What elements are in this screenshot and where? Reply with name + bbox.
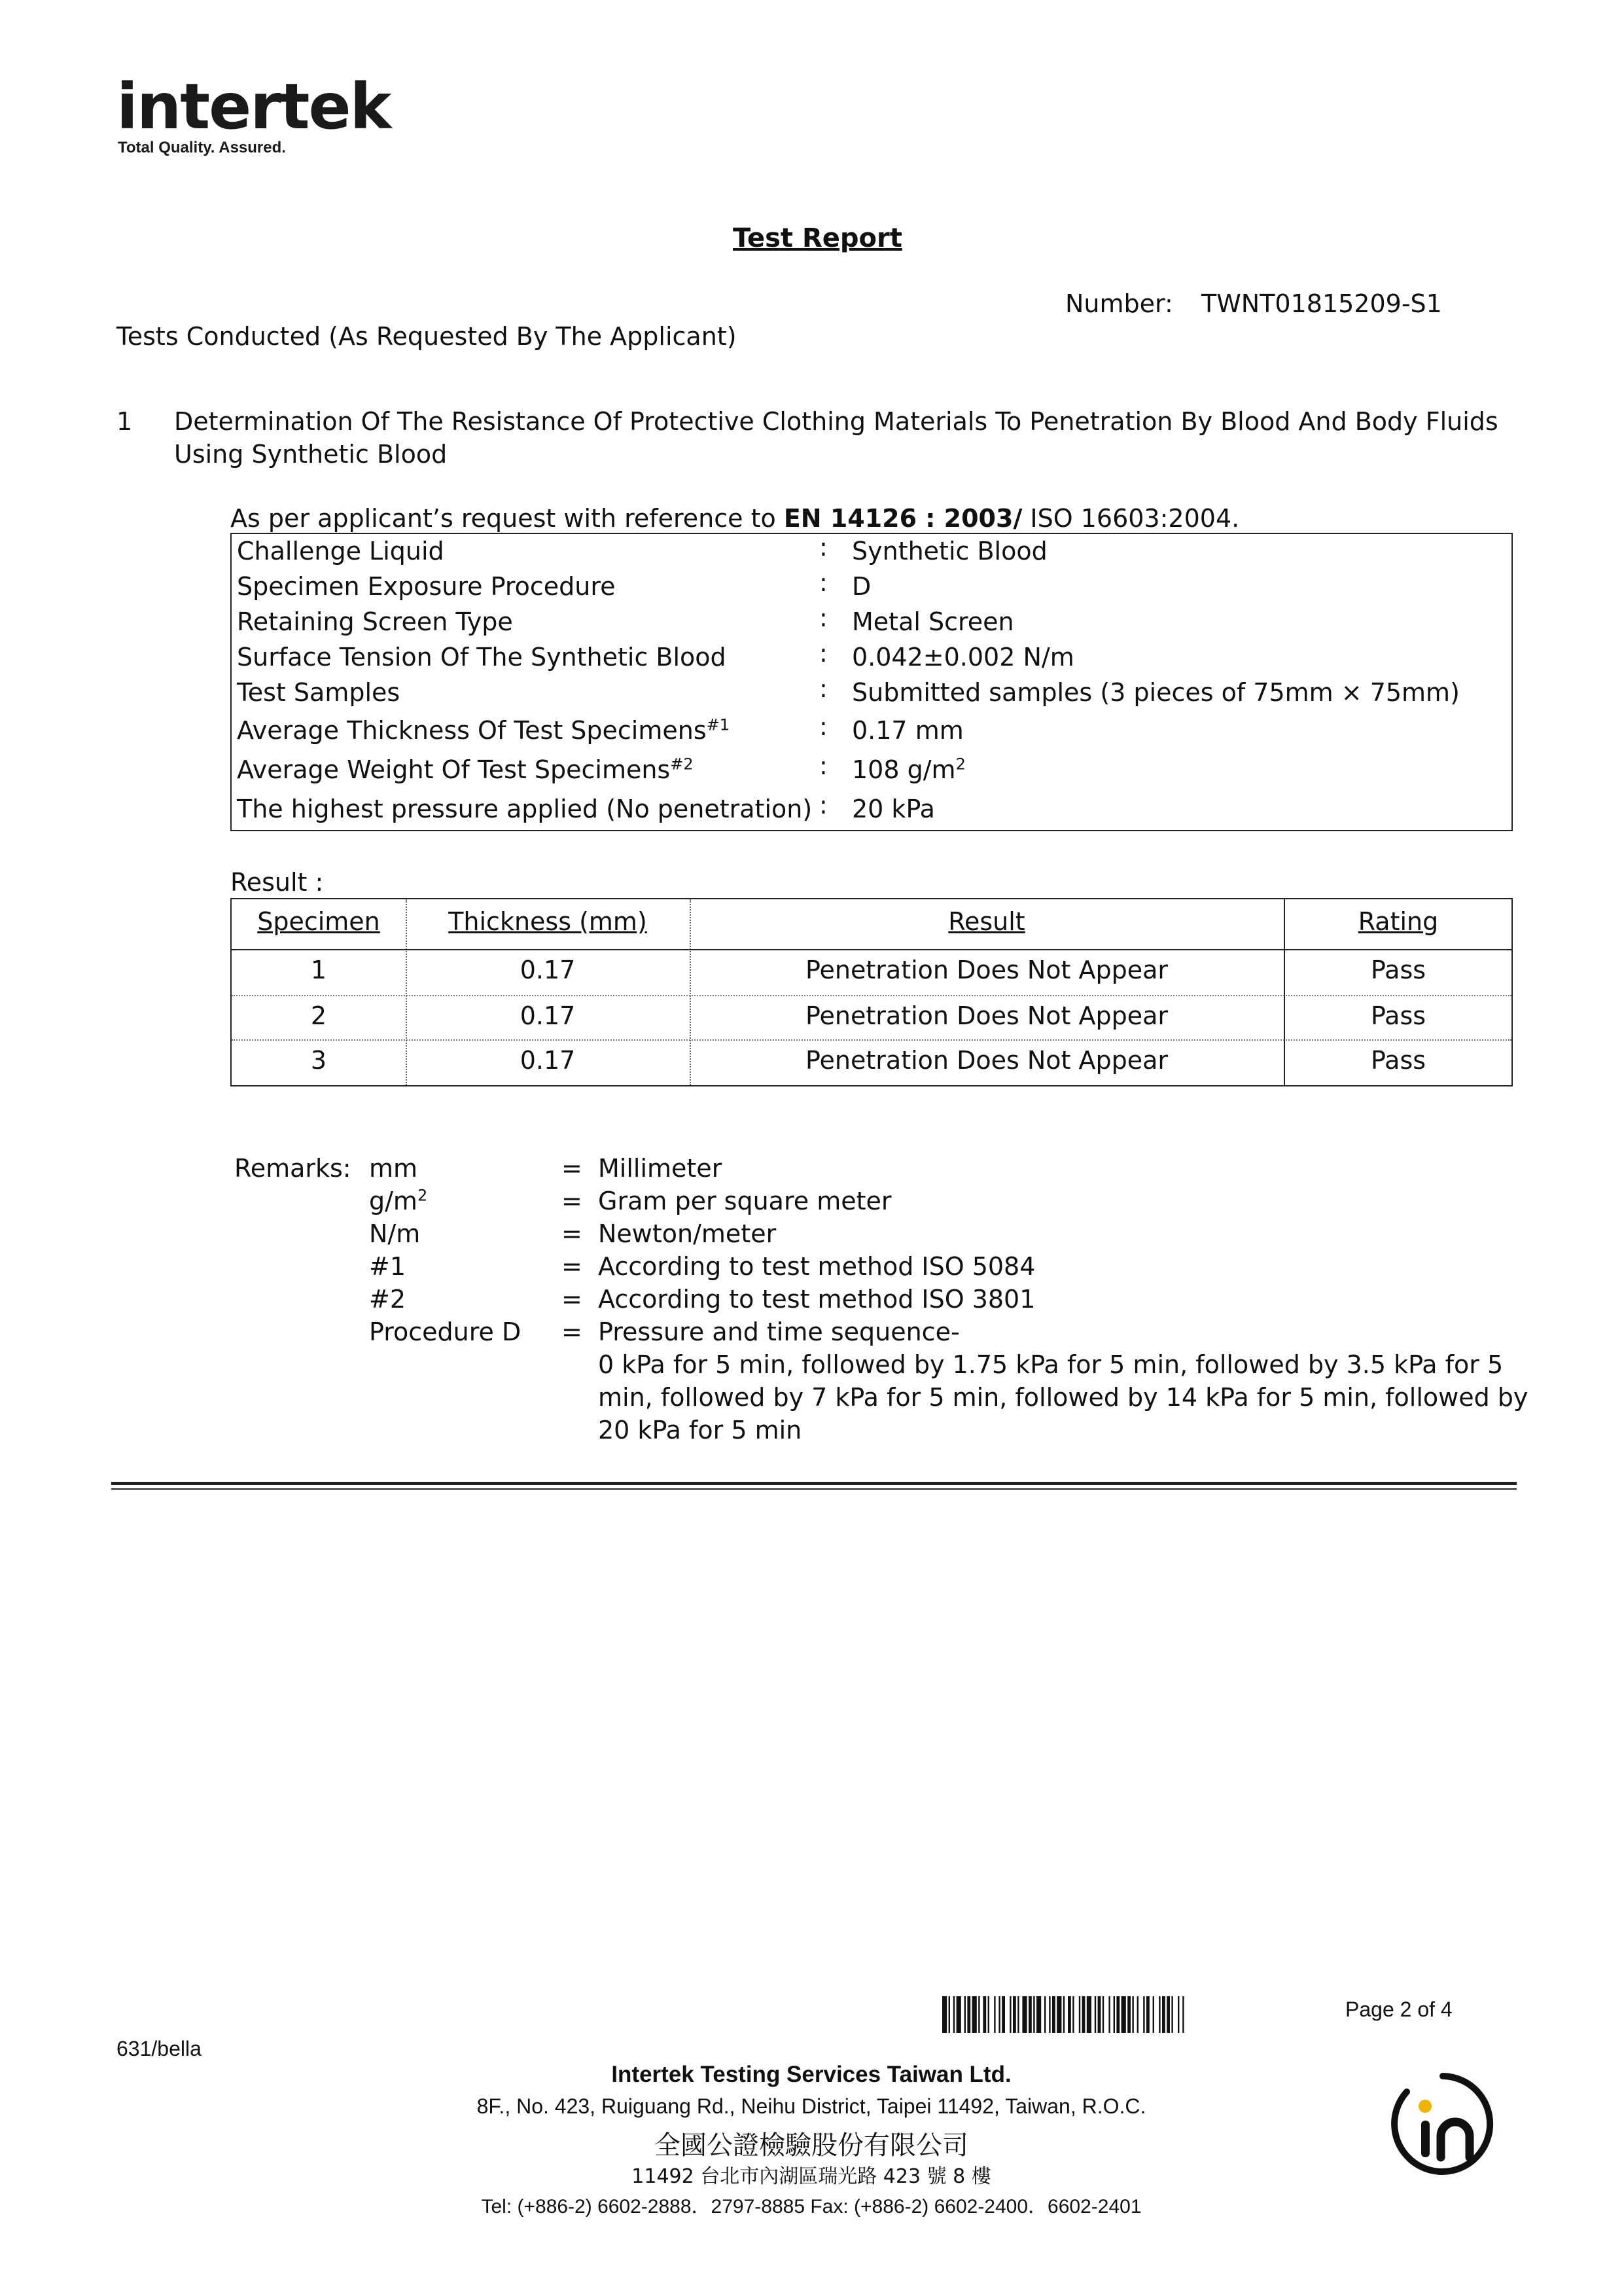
section-index: 1 — [116, 407, 133, 436]
intertek-logo — [116, 70, 391, 162]
barcode-bar — [1132, 1996, 1133, 2033]
barcode-bar — [1121, 1996, 1126, 2033]
info-row — [237, 535, 1506, 571]
info-colon: : — [819, 533, 828, 562]
info-label: The highest pressure applied (No penetration) — [237, 795, 813, 823]
info-value: D — [852, 572, 872, 601]
barcode-bar — [1098, 1996, 1101, 2033]
intertek-in-icon — [1387, 2068, 1498, 2179]
barcode-bar — [1029, 1996, 1032, 2033]
remark-eq: = — [561, 1252, 582, 1281]
info-row — [237, 793, 1506, 829]
info-label: Surface Tension Of The Synthetic Blood — [237, 643, 726, 672]
table-cell: 0.17 — [520, 956, 576, 984]
remark-eq: = — [561, 1318, 582, 1346]
barcode-bar — [1010, 1996, 1011, 2033]
info-colon: : — [819, 712, 828, 741]
barcode-bar — [949, 1996, 950, 2033]
info-label: Average Thickness Of Test Specimens$^{\#1}$ — [237, 715, 730, 745]
info-colon: : — [819, 639, 828, 668]
reference-suffix: ISO 16603:2004. — [1022, 504, 1240, 533]
barcode-bar — [1013, 1996, 1016, 2033]
remark-term: N/m — [369, 1219, 421, 1248]
result-table — [230, 898, 1513, 1086]
barcode-bar — [1162, 1996, 1165, 2033]
info-label: Retaining Screen Type — [237, 607, 513, 636]
contact-line: Tel: (+886-2) 6602-2888．2797-8885 Fax: (+886-2) 6602-2400．6602-2401 — [481, 2196, 1142, 2217]
info-row — [237, 674, 1506, 712]
number-label: Number: — [1065, 289, 1173, 318]
header-thickness: Thickness (mm) — [448, 907, 647, 936]
info-colon: : — [819, 568, 828, 597]
barcode-bar — [1022, 1996, 1027, 2033]
info-label: Specimen Exposure Procedure — [237, 572, 616, 601]
remark-eq: = — [561, 1219, 582, 1248]
info-value: 20 kPa — [852, 795, 935, 823]
barcode-bar — [1146, 1996, 1150, 2033]
remark-def: Gram per square meter — [598, 1187, 892, 1215]
procedure-line: min, followed by 7 kPa for 5 min, followed by 14 kPa for 5 min, followed by — [598, 1383, 1528, 1412]
remarks-label: Remarks: — [234, 1154, 351, 1183]
barcode-bar — [953, 1996, 955, 2033]
barcode-bar — [1063, 1996, 1065, 2033]
barcode-bar — [1072, 1996, 1074, 2033]
barcode-bar — [1116, 1996, 1120, 2033]
remark-term: Procedure D — [369, 1318, 521, 1346]
barcode-bar — [1082, 1996, 1086, 2033]
barcode-bar — [998, 1996, 1000, 2033]
barcode-bar — [1044, 1996, 1046, 2033]
page-indicator: Page 2 of 4 — [1345, 1998, 1453, 2021]
remark-term: #2 — [369, 1285, 406, 1314]
table-cell: 2 — [310, 1001, 327, 1030]
barcode-bar — [1178, 1996, 1179, 2033]
footnote-mark: #2 — [670, 755, 694, 774]
info-label: Test Samples — [237, 678, 400, 707]
remark-term: #1 — [369, 1252, 406, 1281]
remark-eq: = — [561, 1154, 582, 1183]
barcode-bar — [972, 1996, 977, 2033]
barcode-bar — [1052, 1996, 1055, 2033]
barcode-bar — [1079, 1996, 1080, 2033]
barcode-bar — [1127, 1996, 1131, 2033]
reference-prefix: As per applicant’s request with reference to — [230, 504, 784, 533]
logo-wordmark: intertek — [116, 70, 391, 143]
barcode-bar — [967, 1996, 970, 2033]
logo-tagline: Total Quality. Assured. — [118, 139, 286, 156]
test-conditions-box — [230, 533, 1513, 831]
barcode-bar — [1159, 1996, 1160, 2033]
info-row — [237, 603, 1506, 641]
barcode-bar — [964, 1996, 966, 2033]
barcode-bar — [1017, 1996, 1019, 2033]
section-title-line2: Using Synthetic Blood — [174, 440, 448, 469]
barcode-bar — [1167, 1996, 1170, 2033]
header-result: Result — [948, 907, 1025, 936]
info-colon: : — [819, 674, 828, 703]
info-colon: : — [819, 603, 828, 632]
remark-eq: = — [561, 1187, 582, 1215]
remark-def: Newton/meter — [598, 1219, 777, 1248]
barcode-bar — [1171, 1996, 1173, 2033]
info-colon: : — [819, 751, 828, 780]
barcode-bar — [1103, 1996, 1104, 2033]
header-specimen: Specimen — [257, 907, 380, 936]
barcode-bar — [1137, 1996, 1139, 2033]
separator-line — [111, 1488, 1517, 1490]
remark-def: According to test method ISO 3801 — [598, 1285, 1036, 1314]
info-label: Average Weight Of Test Specimens$^{\#2}$ — [237, 755, 694, 784]
barcode-bar — [1182, 1996, 1184, 2033]
reference-line — [230, 503, 1239, 534]
barcode-bar — [1153, 1996, 1154, 2033]
result-label: Result : — [230, 868, 324, 897]
table-cell: Penetration Does Not Appear — [805, 956, 1169, 984]
barcode-bar — [1057, 1996, 1061, 2033]
info-value: Metal Screen — [852, 607, 1014, 636]
barcode-bar — [1143, 1996, 1144, 2033]
info-label: Challenge Liquid — [237, 537, 444, 565]
barcode-bar — [983, 1996, 986, 2033]
barcode-bar — [978, 1996, 980, 2033]
table-cell: Pass — [1370, 956, 1426, 984]
barcode-bar — [1049, 1996, 1050, 2033]
info-row — [237, 751, 1506, 789]
table-cell: 3 — [310, 1046, 327, 1075]
company-name: Intertek Testing Services Taiwan Ltd. — [611, 2062, 1012, 2087]
report-number: TWNT01815209-S1 — [1201, 289, 1442, 318]
table-cell: Pass — [1370, 1046, 1426, 1075]
remark-term: $g/m^2$ — [369, 1186, 428, 1215]
barcode-bar — [994, 1996, 995, 2033]
unit-superscript: 2 — [955, 755, 966, 774]
table-cell: 0.17 — [520, 1046, 576, 1075]
footnote-mark: #1 — [706, 715, 730, 734]
info-value: 108 $g/m^2$ — [852, 755, 966, 784]
barcode-bar — [1114, 1996, 1115, 2033]
company-name-zh: 全國公證檢驗股份有限公司 — [654, 2130, 968, 2161]
info-row — [237, 712, 1506, 750]
procedure-line: 0 kPa for 5 min, followed by 1.75 kPa for 5 min, followed by 3.5 kPa for 5 — [598, 1350, 1504, 1379]
table-cell: Pass — [1370, 1001, 1426, 1030]
report-title: Test Report — [733, 223, 902, 253]
info-value: Synthetic Blood — [852, 537, 1048, 565]
unit-superscript: 2 — [417, 1186, 428, 1205]
barcode-bar — [1108, 1996, 1110, 2033]
barcode-bar — [1033, 1996, 1034, 2033]
company-address: 8F., No. 423, Ruiguang Rd., Neihu District, Taipei 11492, Taiwan, R.O.C. — [476, 2094, 1146, 2118]
info-value: 0.17 mm — [852, 716, 964, 745]
barcode — [942, 1996, 1316, 2033]
remark-def: According to test method ISO 5084 — [598, 1252, 1036, 1281]
barcode-bar — [1002, 1996, 1005, 2033]
info-row — [237, 568, 1506, 606]
barcode-bar — [1068, 1996, 1071, 2033]
section-title-line1: Determination Of The Resistance Of Protective Clothing Materials To Penetration By Blood And Body Fluids — [174, 407, 1498, 436]
barcode-bar — [988, 1996, 989, 2033]
info-row — [237, 641, 1506, 677]
info-colon: : — [819, 791, 828, 819]
reference-standard: EN 14126 : 2003/ — [783, 504, 1023, 533]
remark-term: mm — [369, 1154, 418, 1183]
remark-eq: = — [561, 1285, 582, 1314]
table-cell: Penetration Does Not Appear — [805, 1046, 1169, 1075]
barcode-bar — [957, 1996, 961, 2033]
barcode-bar — [1036, 1996, 1041, 2033]
header-rating: Rating — [1358, 907, 1439, 936]
procedure-line: 20 kPa for 5 min — [598, 1416, 802, 1444]
separator-line — [111, 1482, 1517, 1485]
company-address-zh: 11492 台北市內湖區瑞光路 423 號 8 樓 — [631, 2165, 991, 2188]
table-cell: 0.17 — [520, 1001, 576, 1030]
barcode-bar — [1095, 1996, 1096, 2033]
table-cell: Penetration Does Not Appear — [805, 1001, 1169, 1030]
author-code: 631/bella — [116, 2037, 202, 2060]
table-cell: 1 — [310, 956, 327, 984]
tests-conducted: Tests Conducted (As Requested By The Applicant) — [116, 322, 737, 351]
remark-def: Millimeter — [598, 1154, 722, 1183]
barcode-bar — [1087, 1996, 1091, 2033]
info-value: 0.042±0.002 N/m — [852, 643, 1074, 672]
remark-def: Pressure and time sequence- — [598, 1318, 960, 1346]
barcode-bar — [942, 1996, 947, 2033]
info-value: Submitted samples (3 pieces of 75mm × 75mm) — [852, 678, 1460, 707]
